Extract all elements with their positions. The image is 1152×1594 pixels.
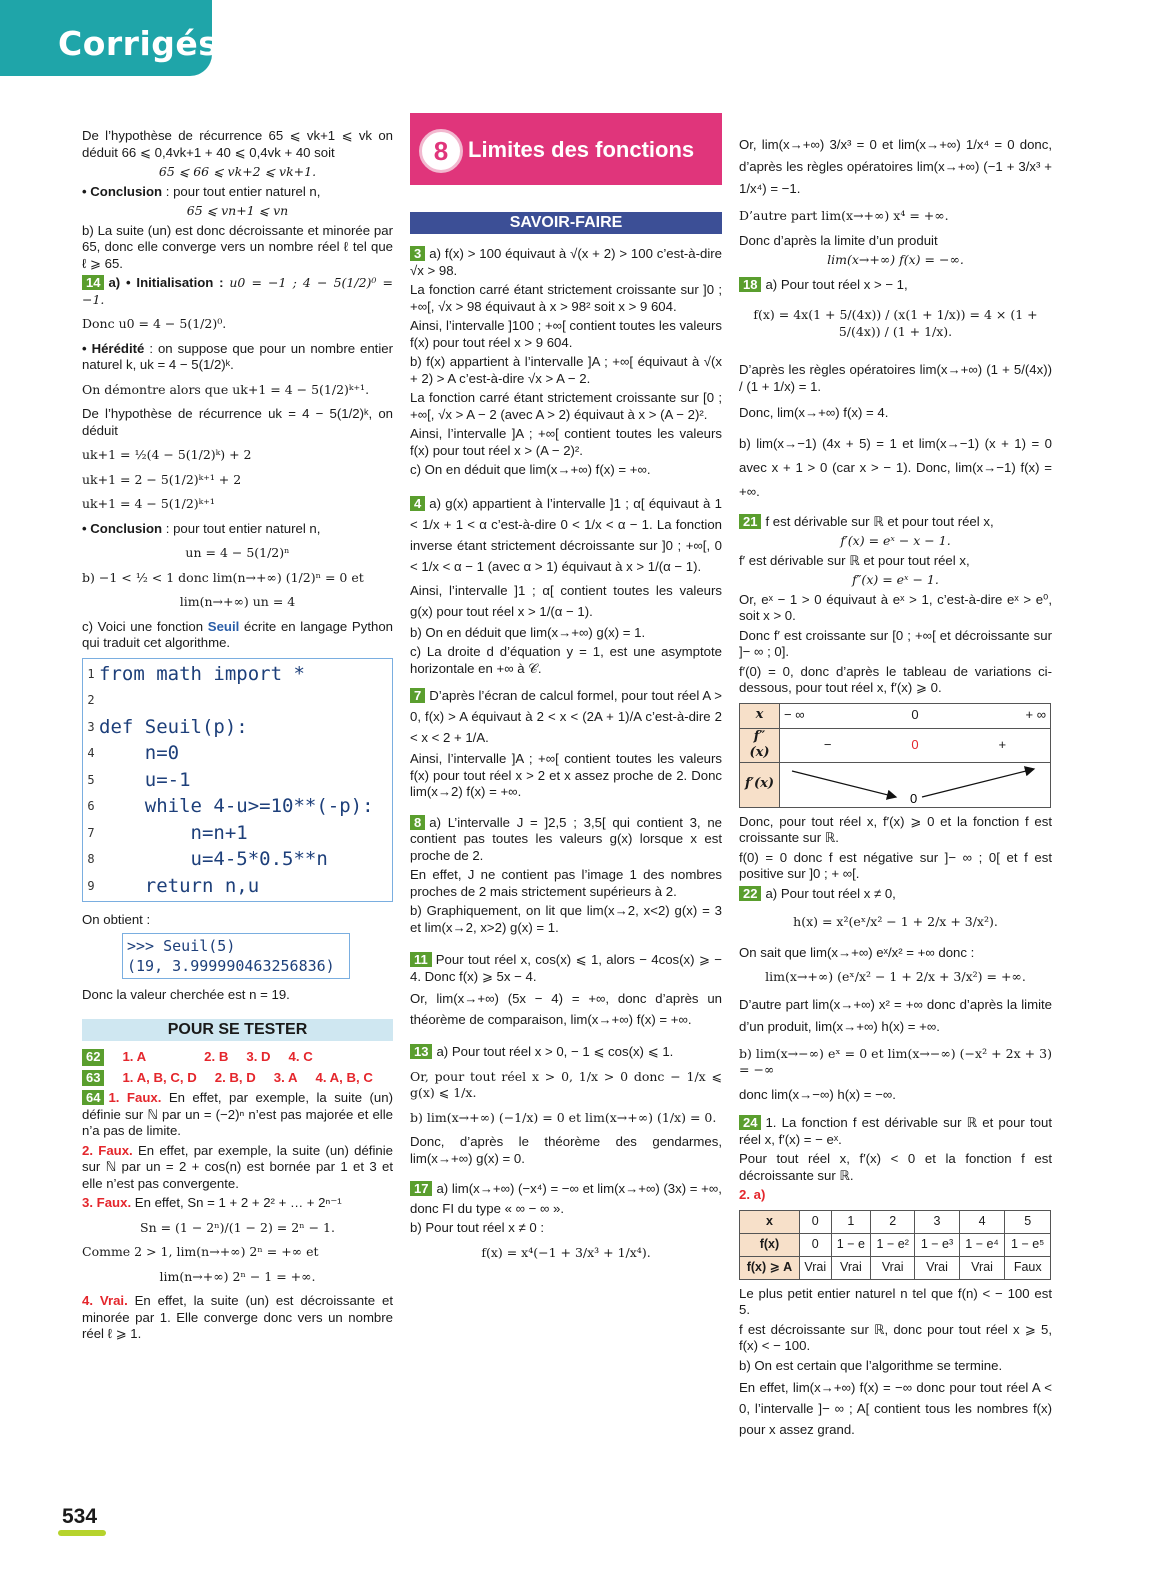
table-cell: Vrai (915, 1256, 959, 1279)
paragraph: Donc, pour tout réel x, f′(x) ⩾ 0 et la fonction f est croissante sur ℝ. (739, 813, 1052, 845)
paragraph: La fonction carré étant strictement croissante sur [0 ; +∞[, √x > A − 2 (avec A > 2) équivaut à x > (A − 2)². (410, 390, 722, 422)
equation: uk+1 = ½(4 − 5(1/2)ᵏ) + 2 (82, 447, 252, 462)
equation: un = 4 − 5(1/2)ⁿ (185, 545, 290, 560)
exercise-7: 7 D’après l’écran de calcul formel, pour tout réel A > 0, f(x) > A équivaut à 2 < x < (2A + 1)/A c’est-à-dire 2 < x < 2 + 1/A. (410, 688, 722, 745)
header-tab (0, 0, 219, 76)
equation: f(x) = 4x(1 + 5/(4x)) / (x(1 + 1/x)) = 4 × (1 + 5/(4x)) / (1 + 1/x). (753, 307, 1038, 339)
page-number-underline (58, 1530, 106, 1536)
table-header: f″(x) (740, 728, 780, 762)
exercise-64-1: 64 1. Faux. En effet, par exemple, la suite (un) définie sur ℕ par un = (−2)ⁿ n’est pas majorée et elle n’a pas de limite. (82, 1090, 393, 1138)
table-cell: 1 (831, 1210, 870, 1233)
code-line: 4 n=0 (87, 742, 180, 764)
table-row (740, 703, 1051, 728)
paragraph: D’après les règles opératoires lim(x→+∞) (1 + 5/(4x)) / (1 + 1/x) = 1. (739, 362, 1052, 394)
values-table (739, 1210, 1051, 1280)
table-header: f′(x) (740, 762, 780, 807)
table-cell: 1 − e² (871, 1233, 915, 1256)
paragraph: On obtient : (82, 912, 151, 927)
section-banner-savoir-faire: SAVOIR-FAIRE (410, 212, 722, 234)
equation: uk+1 = 4 − 5(1/2)ᵏ⁺¹ (82, 496, 215, 511)
paragraph: f est décroissante sur ℝ, donc pour tout réel x ⩾ 5, f(x) < − 100. (739, 1321, 1052, 1353)
paragraph: En effet, J ne contient pas l’image 1 des nombres proches de 2 mais strictement supérieurs à 2. (410, 867, 722, 899)
exercise-18: 18 a) Pour tout réel x > − 1, (739, 277, 1052, 294)
code-line: 9 return n,u (87, 874, 260, 897)
exercise-64-3: 3. Faux. En effet, Sn = 1 + 2 + 2² + … + 2ⁿ⁻¹ (82, 1195, 342, 1210)
table-cell: Vrai (959, 1256, 1005, 1279)
table-cell: − 0 + (780, 728, 1051, 762)
table-cell: 1 − e³ (915, 1233, 959, 1256)
table-row (740, 1210, 1051, 1233)
paragraph: Donc, d’après le théorème des gendarmes, lim(x→+∞) g(x) = 0. (410, 1134, 722, 1166)
python-shell-output: >>> Seuil(5) (19, 3.999990463256836) (122, 933, 350, 979)
paragraph: b) Pour tout réel x ≠ 0 : (410, 1220, 545, 1235)
paragraph: c) On en déduit que lim(x→+∞) f(x) = +∞. (410, 462, 651, 477)
table-cell: Faux (1005, 1256, 1051, 1279)
paragraph: c) Voici une fonction Seuil écrite en langage Python qui traduit cet algorithme. (82, 618, 393, 650)
exercise-63: 63 1. A, B, C, D 2. B, D 3. A 4. A, B, C (82, 1070, 393, 1087)
code-line: 3 def Seuil(p): (87, 715, 248, 738)
code-line: 6 while 4-u>=10**(-p): (87, 795, 374, 817)
chapter-title: Limites des fonctions (468, 137, 695, 162)
equation: 65 ⩽ vn+1 ⩽ vn (186, 203, 289, 218)
table-cell: Vrai (871, 1256, 915, 1279)
paragraph: Donc, lim(x→+∞) f(x) = 4. (739, 405, 889, 420)
paragraph: b) Graphiquement, on lit que lim(x→2, x<2) g(x) = 3 et lim(x→2, x>2) g(x) = 1. (410, 903, 722, 935)
equation: lim(n→+∞) 2ⁿ − 1 = +∞. (159, 1268, 316, 1284)
paragraph: Or, lim(x→+∞) 3/x³ = 0 et lim(x→+∞) 1/x⁴ = 0 donc, d’après les règles opératoires lim(x→+∞) (−1 + 3/x³ + 1/x⁴) = −1. (739, 137, 1052, 196)
paragraph: De l’hypothèse de récurrence 65 ⩽ vk+1 ⩽ vk on déduit 66 ⩽ 0,4vk+1 + 40 ⩽ 0,4vk + 40 soit (82, 128, 393, 160)
table-cell: 1 − e (831, 1233, 870, 1256)
paragraph: donc lim(x→−∞) h(x) = −∞. (739, 1086, 896, 1102)
equation: lim(x→+∞) (eˣ/x² − 1 + 2/x + 3/x²) = +∞. (765, 969, 1026, 984)
paragraph: La fonction carré étant strictement croissante sur ]0 ; +∞[, √x > 98 équivaut à x > 98² soit x > 9 604. (410, 282, 722, 314)
equation: f″(x) = eˣ − 1. (852, 572, 939, 587)
column-3 (739, 134, 1052, 1443)
exercise-22: 22 a) Pour tout réel x ≠ 0, (739, 886, 1052, 903)
table-cell: Vrai (799, 1256, 831, 1279)
table-cell: 0 (799, 1210, 831, 1233)
column-2 (410, 212, 722, 1269)
paragraph: D’autre part lim(x→+∞) x² = +∞ donc d’après la limite d’un produit, lim(x→+∞) h(x) = +∞. (739, 996, 1052, 1034)
table-row (740, 1256, 1051, 1279)
paragraph: 2. a) (739, 1187, 766, 1202)
python-code-block (82, 658, 393, 903)
paragraph: Donc d’après la limite d’un produit (739, 232, 938, 248)
paragraph: Or, pour tout réel x > 0, 1/x > 0 donc − 1/x ⩽ g(x) ⩽ 1/x. (410, 1068, 722, 1100)
paragraph: D’autre part lim(x→+∞) x⁴ = +∞. (739, 208, 949, 223)
equation: Sn = (1 − 2ⁿ)/(1 − 2) = 2ⁿ − 1. (140, 1219, 335, 1235)
paragraph: b) −1 < ½ < 1 donc lim(n→+∞) (1/2)ⁿ = 0 et (82, 569, 364, 585)
code-line: 5 u=-1 (87, 768, 191, 791)
equation: Donc u0 = 4 − 5(1/2)⁰. (82, 316, 227, 331)
equation: lim(n→+∞) un = 4 (179, 594, 296, 609)
page-number: 534 (62, 1505, 98, 1528)
paragraph: Ainsi, l’intervalle ]100 ; +∞[ contient toutes les valeurs f(x) pour tout réel x > 9 604. (410, 318, 722, 350)
paragraph: • Conclusion : pour tout entier naturel n, (82, 183, 321, 199)
code-line: 2 (87, 693, 95, 707)
exercise-24: 24 1. La fonction f est dérivable sur ℝ et pour tout réel x, f′(x) = − eˣ. (739, 1115, 1052, 1147)
paragraph: On sait que lim(x→+∞) eˣ/x² = +∞ donc : (739, 944, 975, 960)
exercise-64-2: 2. Faux. En effet, par exemple, la suite (un) définie sur ℕ par un = 2 + cos(n) est bornée par 1 et 3 et elle n’est pas convergente. (82, 1142, 393, 1191)
paragraph: f(0) = 0 donc f est négative sur ]− ∞ ; 0[ et f est positive sur ]0 ; + ∞[. (739, 849, 1052, 881)
exercise-62: 62 1. A 2. B 3. D 4. C (82, 1049, 393, 1066)
header-tab-label: Corrigés (58, 24, 219, 63)
equation: f(x) = x⁴(−1 + 3/x³ + 1/x⁴). (481, 1244, 651, 1260)
exercise-17: 17 a) lim(x→+∞) (−x⁴) = −∞ et lim(x→+∞) (3x) = +∞, (410, 1181, 722, 1198)
paragraph: Pour tout réel x, f′(x) < 0 et la fonction f est décroissante sur ℝ. (739, 1151, 1052, 1183)
variation-table (739, 703, 1051, 808)
exercise-21: 21 f est dérivable sur ℝ et pour tout réel x, (739, 514, 1052, 531)
section-banner-pour-se-tester: POUR SE TESTER (82, 1019, 393, 1041)
equation: f′(x) = eˣ − x − 1. (840, 533, 951, 548)
code-line: 7 n=n+1 (87, 821, 248, 844)
exercise-4: 4 a) g(x) appartient à l’intervalle ]1 ; α[ équivaut à 1 < 1/x + 1 < α c’est-à-dire 0 < 1/x < α − 1. La fonction inverse étant strictement décroissante sur ]0 ; +∞[, 0 < 1/x < α − 1 (avec α > 1) équivaut à x > 1/(α − 1). (410, 495, 722, 574)
paragraph: Or, eˣ − 1 > 0 équivaut à eˣ > 1, c’est-à-dire eˣ > e⁰, soit x > 0. (739, 591, 1052, 623)
exercise-13: 13 a) Pour tout réel x > 0, − 1 ⩽ cos(x) ⩽ 1. (410, 1044, 722, 1061)
exercise-8: 8 a) L’intervalle J = ]2,5 ; 3,5[ qui contient 3, ne contient pas toutes les valeurs g(x) lorsque x est proche de 2. (410, 814, 722, 863)
paragraph: Or, lim(x→+∞) (5x − 4) = +∞, donc d’après un théorème de comparaison, lim(x→+∞) f(x) = +∞. (410, 991, 722, 1027)
paragraph: • Hérédité : on suppose que pour un nombre entier naturel k, uk = 4 − 5(1/2)ᵏ. (82, 340, 393, 372)
paragraph: En effet, lim(x→+∞) f(x) = −∞ donc pour tout réel A < 0, l’intervalle ]− ∞ ; A[ contient tous les nombres f(x) pour x assez grand. (739, 1380, 1052, 1437)
paragraph: b) On est certain que l’algorithme se termine. (739, 1357, 1003, 1373)
paragraph: b) f(x) appartient à l’intervalle ]A ; +∞[ équivaut à √(x + 2) > A c’est-à-dire √x > A − 2. (410, 354, 722, 386)
paragraph: f′(0) = 0, donc d’après le tableau de variations ci-dessous, pour tout réel x, f′(x) ⩾ 0. (739, 663, 1052, 695)
code-line: 8 u=4-5*0.5**n (87, 848, 328, 870)
equation: h(x) = x²(eˣ/x² − 1 + 2/x + 3/x²). (793, 914, 998, 929)
table-cell: − ∞ 0 + ∞ (780, 703, 1051, 728)
exercise-3: 3 a) f(x) > 100 équivaut à √(x + 2) > 100 c’est-à-dire √x > 98. (410, 246, 722, 278)
paragraph: De l’hypothèse de récurrence uk = 4 − 5(1/2)ᵏ, on déduit (82, 406, 393, 438)
table-header: x (740, 703, 780, 728)
paragraph: b) La suite (un) est donc décroissante et minorée par 65, donc elle converge vers un nombre réel ℓ tel que ℓ ⩾ 65. (82, 222, 393, 271)
paragraph: Ainsi, l’intervalle ]1 ; α[ contient toutes les valeurs g(x) pour tout réel x > 1/(α − 1). (410, 582, 722, 619)
table-cell: 3 (915, 1210, 959, 1233)
equation: uk+1 = 2 − 5(1/2)ᵏ⁺¹ + 2 (82, 471, 242, 487)
chapter-header (410, 113, 722, 185)
paragraph: donc FI du type « ∞ − ∞ ». (410, 1200, 565, 1216)
table-row (740, 762, 1051, 807)
table-row (740, 1233, 1051, 1256)
equation: 65 ⩽ 66 ⩽ vk+2 ⩽ vk+1. (158, 164, 317, 179)
table-cell: Vrai (831, 1256, 870, 1279)
column-1 (82, 128, 393, 1346)
table-header: f(x) ⩾ A (740, 1256, 800, 1279)
table-row (740, 728, 1051, 762)
paragraph: b) lim(x→−∞) eˣ = 0 et lim(x→−∞) (−x² + 2x + 3) = −∞ (739, 1045, 1052, 1077)
table-header: x (740, 1210, 800, 1233)
paragraph: c) La droite d d’équation y = 1, est une asymptote horizontale en +∞ à 𝒞. (410, 644, 722, 676)
table-header: f(x) (740, 1233, 800, 1256)
paragraph: • Conclusion : pour tout entier naturel n, (82, 520, 321, 536)
exercise-14: 14 a) • Initialisation : u0 = −1 ; 4 − 5(1/2)⁰ = −1. (82, 275, 393, 307)
paragraph: Comme 2 > 1, lim(n→+∞) 2ⁿ = +∞ et (82, 1244, 319, 1259)
paragraph: b) lim(x→+∞) (−1/x) = 0 et lim(x→+∞) (1/x) = 0. (410, 1109, 717, 1125)
table-cell: 5 (1005, 1210, 1051, 1233)
paragraph: Le plus petit entier naturel n tel que f(n) < − 100 est 5. (739, 1285, 1052, 1317)
paragraph: Ainsi, l’intervalle ]A ; +∞[ contient toutes les valeurs f(x) pour tout réel x > (A − 2)². (410, 426, 722, 458)
code-line: 1 from math import * (87, 662, 305, 685)
paragraph: Donc f′ est croissante sur [0 ; +∞[ et décroissante sur ]− ∞ ; 0]. (739, 627, 1052, 659)
paragraph: Donc la valeur cherchée est n = 19. (82, 986, 290, 1002)
equation: lim(x→+∞) f(x) = −∞. (827, 252, 964, 267)
table-cell: 1 − e⁵ (1005, 1233, 1051, 1256)
paragraph: b) On en déduit que lim(x→+∞) g(x) = 1. (410, 624, 646, 640)
table-cell: 4 (959, 1210, 1005, 1233)
table-cell (780, 762, 1051, 807)
paragraph: Ainsi, l’intervalle ]A ; +∞[ contient toutes les valeurs f(x) pour tout réel x > 2 et x assez proche de 2. Donc lim(x→2) f(x) = +∞. (410, 751, 722, 799)
paragraph: On démontre alors que uk+1 = 4 − 5(1/2)ᵏ⁺¹. (82, 381, 370, 397)
variation-arrows (784, 763, 1046, 807)
exercise-11: 11 Pour tout réel x, cos(x) ⩽ 1, alors − 4cos(x) ⩾ − 4. Donc f(x) ⩾ 5x − 4. (410, 952, 722, 984)
table-cell: 2 (871, 1210, 915, 1233)
table-cell: 0 (799, 1233, 831, 1256)
chapter-number-badge: 8 (419, 129, 463, 173)
exercise-64-4: 4. Vrai. En effet, la suite (un) est décroissante et minorée par 1. Elle converge donc vers un nombre réel ℓ ⩾ 1. (82, 1293, 393, 1341)
paragraph: b) lim(x→−1) (4x + 5) = 1 et lim(x→−1) (x + 1) = 0 avec x + 1 > 0 (car x > − 1). Donc, lim(x→−1) f(x) = +∞. (739, 435, 1052, 499)
variation-value-0: 0 (910, 790, 918, 806)
paragraph: f′ est dérivable sur ℝ et pour tout réel x, (739, 552, 970, 568)
table-cell: 1 − e⁴ (959, 1233, 1005, 1256)
